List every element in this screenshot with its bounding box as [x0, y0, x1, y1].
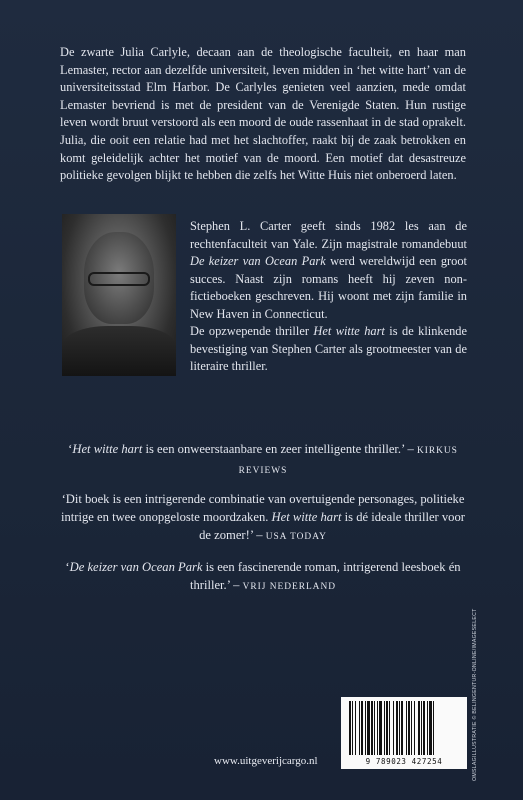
barcode-bar	[401, 701, 403, 755]
barcode-bar	[406, 701, 407, 755]
quote-book-title: Het witte hart	[271, 510, 342, 524]
cover-credit: OMSLAGILLUSTRATIE © BELINGENTUR-ONLINE/IMAGESELECT	[472, 608, 478, 781]
barcode-bar	[411, 701, 412, 755]
quote-book-title: Het witte hart	[72, 442, 143, 456]
barcode-bar	[408, 701, 410, 755]
quote-book-title: De keizer van Ocean Park	[69, 560, 203, 574]
quote-source: USA TODAY	[265, 532, 327, 542]
bio-text-end: werd wereldwijd een groot succes. Naast zijn romans heeft hij zeven non-fictieboeken geschreven. Hij woont met zijn familie in New Haven in Connecticut.	[190, 254, 467, 321]
quote-open-mark: ‘	[68, 442, 73, 456]
barcode-bar	[389, 701, 390, 755]
author-body-shape	[62, 326, 176, 376]
barcode-bar	[367, 701, 370, 755]
quote-source: KIRKUS REVIEWS	[238, 446, 458, 476]
author-glasses-shape	[88, 272, 150, 286]
quote-text: is een fascinerende roman, intrigerend leesboek én thriller.’ –	[189, 560, 461, 592]
author-bio	[190, 218, 467, 324]
barcode-bar	[355, 701, 356, 755]
author-photo	[62, 214, 176, 376]
barcode-bar	[374, 701, 375, 755]
quote-text: ‘Dit boek is een intrigerende combinatie van overtuigende personages, politieke intrige en twee onopgeloste moordzaken.	[61, 492, 465, 524]
barcode-bar	[433, 701, 434, 755]
review-quote-vrij-nederland	[60, 558, 466, 596]
quote-text: is een onweerstaanbare en zeer intelligente thriller.’ –	[142, 442, 417, 456]
quote-open-mark: ‘	[65, 560, 70, 574]
review-quote-kirkus	[60, 440, 466, 480]
barcode-bar	[396, 701, 398, 755]
barcode-bar	[423, 701, 425, 755]
barcode-bar	[399, 701, 400, 755]
barcode-bar	[427, 701, 428, 755]
barcode-bar	[393, 701, 394, 755]
barcode-bar	[359, 701, 360, 755]
isbn-barcode	[341, 697, 467, 769]
barcode-bar	[377, 701, 378, 755]
barcode-bar	[414, 701, 415, 755]
synopsis-text: De zwarte Julia Carlyle, decaan aan de theologische faculteit, en haar man Lemaster, rector aan dezelfde universiteit, leven midden in ‘het witte hart’ van de universiteitsstad Elm Harbor. De Carlyles genieten veel aanzien, mede omdat Lemaster bevriend is met de president van de Verenigde Staten. Hun rustige leven wordt bruut verstoord als een moord de oude rassenhaat in de stad oprakelt. Julia, die ooit een relatie had met het slachtoffer, raakt bij de zaak betrokken en komt geleidelijk achter het motief van de moord. Een motief dat desastreuze politieke gevolgen blijkt te hebben die zelfs het Witte Huis niet onberoerd laten.	[60, 45, 466, 183]
barcode-bar	[365, 701, 366, 755]
barcode-bar	[349, 701, 351, 755]
barcode-bar	[386, 701, 388, 755]
barcode-bar	[371, 701, 373, 755]
barcode-bar	[418, 701, 420, 755]
closing-end: is de klinkende bevestiging van Stephen Carter als grootmeester van de literaire thriller.	[190, 324, 467, 374]
closing-start: De opzwepende thriller	[190, 324, 314, 338]
closing-book-title: Het witte hart	[313, 324, 385, 338]
publisher-url: www.uitgeverijcargo.nl	[214, 755, 318, 767]
quote-text-end: is dé ideale thriller voor de zomer!’ –	[199, 510, 465, 542]
bio-text-start: Stephen L. Carter geeft sinds 1982 les aan de rechtenfaculteit van Yale. Zijn magistrale romandebuut	[190, 219, 467, 251]
barcode-bar	[421, 701, 422, 755]
barcode-bar	[429, 701, 432, 755]
barcode-bars	[347, 701, 461, 755]
closing-text	[190, 323, 467, 376]
barcode-bar	[361, 701, 363, 755]
barcode-bar	[379, 701, 382, 755]
debut-title: De keizer van Ocean Park	[190, 254, 326, 269]
barcode-number: 9 789023 427254	[365, 757, 443, 766]
barcode-bar	[384, 701, 385, 755]
review-quote-usa-today	[60, 490, 466, 546]
quote-source: VRIJ NEDERLAND	[242, 582, 336, 592]
barcode-bar	[352, 701, 353, 755]
